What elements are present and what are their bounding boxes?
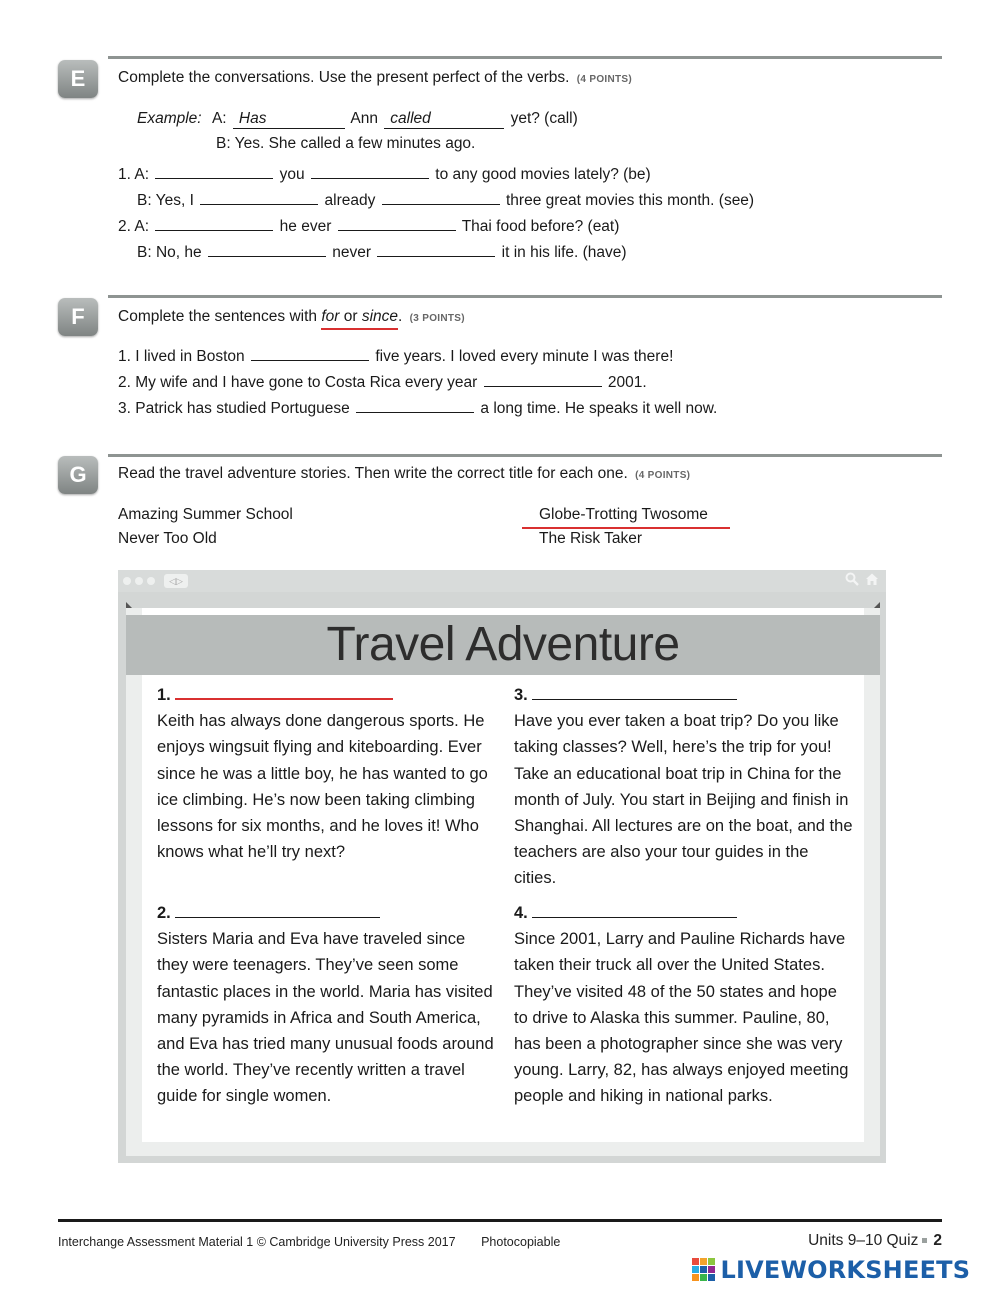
answer-blank[interactable] <box>382 192 500 205</box>
conversation-2-b <box>137 244 627 262</box>
story-1 <box>157 682 497 865</box>
answer-blank[interactable] <box>356 400 474 413</box>
story-heading <box>157 900 497 926</box>
story-number: 3. <box>514 686 528 704</box>
story-2 <box>157 900 497 1110</box>
answer-blank[interactable] <box>200 192 318 205</box>
article-page <box>126 608 880 1156</box>
sentence-3 <box>118 400 717 418</box>
section-divider <box>108 56 942 59</box>
page-corner <box>874 602 880 608</box>
sentence-part: never <box>332 244 372 261</box>
travel-adventure-panel <box>118 570 886 1163</box>
liveworksheets-logo[interactable] <box>692 1256 970 1286</box>
item-number: 1. <box>118 166 131 183</box>
window-dot <box>123 577 131 585</box>
answer-blank[interactable] <box>208 244 326 257</box>
back-forward-icon: ◁▷ <box>164 574 188 588</box>
title-option: The Risk Taker <box>539 530 643 547</box>
answer-blank[interactable] <box>155 218 273 231</box>
answer-blank[interactable] <box>311 166 429 179</box>
separator-square <box>922 1238 927 1243</box>
section-f-instruction <box>118 308 465 326</box>
answer-blank[interactable] <box>155 166 273 179</box>
sentence-part: you <box>279 166 305 183</box>
article-title-band <box>126 615 880 675</box>
title-option: Never Too Old <box>118 530 217 547</box>
home-icon <box>865 572 879 589</box>
word-or: or <box>343 308 358 325</box>
footer-divider <box>58 1219 942 1222</box>
sentence-2 <box>118 374 647 392</box>
liveworksheets-logo-icon <box>692 1258 716 1282</box>
section-badge: E <box>58 60 98 98</box>
story-3 <box>514 682 854 892</box>
word-since: since <box>361 308 399 325</box>
answer-blank[interactable] <box>484 374 602 387</box>
example-speaker: A: <box>211 110 227 127</box>
browser-toolbar <box>118 570 886 592</box>
footer-copyright <box>58 1235 560 1249</box>
sentence-part: Patrick has studied Portuguese <box>135 400 350 417</box>
copyright-text: Interchange Assessment Material 1 © Cambridge University Press 2017 <box>58 1235 456 1249</box>
window-dot <box>147 577 155 585</box>
item-number: 3. <box>118 400 131 417</box>
photocopiable-label: Photocopiable <box>481 1235 561 1249</box>
period: . <box>398 308 403 325</box>
speaker-a: A: <box>134 166 150 183</box>
section-badge: F <box>58 298 98 336</box>
sentence-part: it in his life. (have) <box>501 244 627 261</box>
conversation-2-a <box>118 218 619 236</box>
search-icon <box>845 572 859 589</box>
section-divider <box>108 454 942 457</box>
story-text: Have you ever taken a boat trip? Do you like taking classes? Well, here’s the trip for you! Take an educational boat trip in China for the month of July. You start in Beijing and finish in Shanghai. All lectures are on the boat, and the teachers are also your tour guides in the cities. <box>514 712 853 888</box>
example-label: Example: <box>137 110 202 127</box>
sentence-part: three great movies this month. (see) <box>505 192 755 209</box>
sentence-part: a long time. He speaks it well now. <box>480 400 718 417</box>
answer-blank[interactable] <box>251 348 369 361</box>
sentence-part: he ever <box>279 218 332 235</box>
story-heading <box>514 900 854 926</box>
item-number: 2. <box>118 374 131 391</box>
story-heading <box>514 682 854 708</box>
for-since-highlight <box>321 308 398 330</box>
page-corner <box>126 602 132 608</box>
quiz-label: Units 9–10 Quiz <box>808 1232 919 1249</box>
story-text: Since 2001, Larry and Pauline Richards have taken their truck all over the United States. They’ve visited 48 of the 50 states and hope to drive to Alaska this summer. Pauline, 80, has been a photographer since she was very young. Larry, 82, has always enjoyed meeting people and hiking in national parks. <box>514 930 849 1106</box>
speaker-a: A: <box>134 218 150 235</box>
section-divider <box>108 295 942 298</box>
example-answer: called <box>384 110 504 129</box>
story-text: Sisters Maria and Eva have traveled since they were teenagers. They’ve seen some fantastic places in the world. Maria has visited many pyramids in Africa and South America, and Eva has tried many unusual foods around the world. They’ve recently written a travel guide for single women. <box>157 930 494 1106</box>
title-answer-blank[interactable] <box>175 686 393 700</box>
example-word: Ann <box>350 110 378 127</box>
sentence-part: 2001. <box>607 374 647 391</box>
sentence-part: My wife and I have gone to Costa Rica every year <box>135 374 478 391</box>
points-label: (4 POINTS) <box>576 74 633 85</box>
example-end: yet? (call) <box>510 110 578 127</box>
speaker-b: B: No, he <box>137 244 202 261</box>
brand-text: LIVEWORKSHEETS <box>720 1256 971 1284</box>
word-for: for <box>321 308 340 325</box>
instruction-text: Complete the conversations. Use the present perfect of the verbs. <box>118 69 570 86</box>
example-answer: Has <box>233 110 345 129</box>
example-line-a <box>137 110 578 129</box>
story-text: Keith has always done dangerous sports. He enjoys wingsuit flying and kiteboarding. Ever since he was a little boy, he has wanted to go ice climbing. He’s now been taking climbing lessons for six months, and he loves it! Who knows what he’ll try next? <box>157 712 488 862</box>
sentence-part: I lived in Boston <box>135 348 245 365</box>
item-number: 2. <box>118 218 131 235</box>
speaker-b: B: Yes, I <box>137 192 194 209</box>
footer-quiz <box>808 1232 942 1250</box>
conversation-1-b <box>137 192 754 210</box>
title-answer-blank[interactable] <box>175 904 380 918</box>
answer-blank[interactable] <box>338 218 456 231</box>
conversation-1-a <box>118 166 651 184</box>
points-label: (4 POINTS) <box>635 470 691 481</box>
instruction-text: Complete the sentences with <box>118 308 318 325</box>
sentence-part: already <box>324 192 376 209</box>
answer-blank[interactable] <box>377 244 495 257</box>
story-number: 1. <box>157 686 171 704</box>
section-e-instruction <box>118 69 632 87</box>
title-option: Globe-Trotting Twosome <box>522 506 730 529</box>
page-number: 2 <box>933 1232 942 1249</box>
title-option: Amazing Summer School <box>118 506 293 523</box>
story-number: 2. <box>157 904 171 922</box>
story-heading <box>157 682 497 708</box>
story-number: 4. <box>514 904 528 922</box>
sentence-part: Thai food before? (eat) <box>461 218 620 235</box>
sentence-part: five years. I loved every minute I was there! <box>375 348 674 365</box>
item-number: 1. <box>118 348 131 365</box>
example-line-b: B: Yes. She called a few minutes ago. <box>216 135 476 152</box>
window-dot <box>135 577 143 585</box>
title-answer-blank[interactable] <box>532 686 737 700</box>
sentence-1 <box>118 348 673 366</box>
title-answer-blank[interactable] <box>532 904 737 918</box>
instruction-text: Read the travel adventure stories. Then write the correct title for each one. <box>118 465 628 482</box>
section-badge: G <box>58 456 98 494</box>
sentence-part: to any good movies lately? (be) <box>435 166 651 183</box>
points-label: (3 POINTS) <box>409 313 465 324</box>
article-title: Travel Adventure <box>326 618 680 671</box>
section-g-instruction <box>118 465 690 483</box>
story-4 <box>514 900 854 1110</box>
